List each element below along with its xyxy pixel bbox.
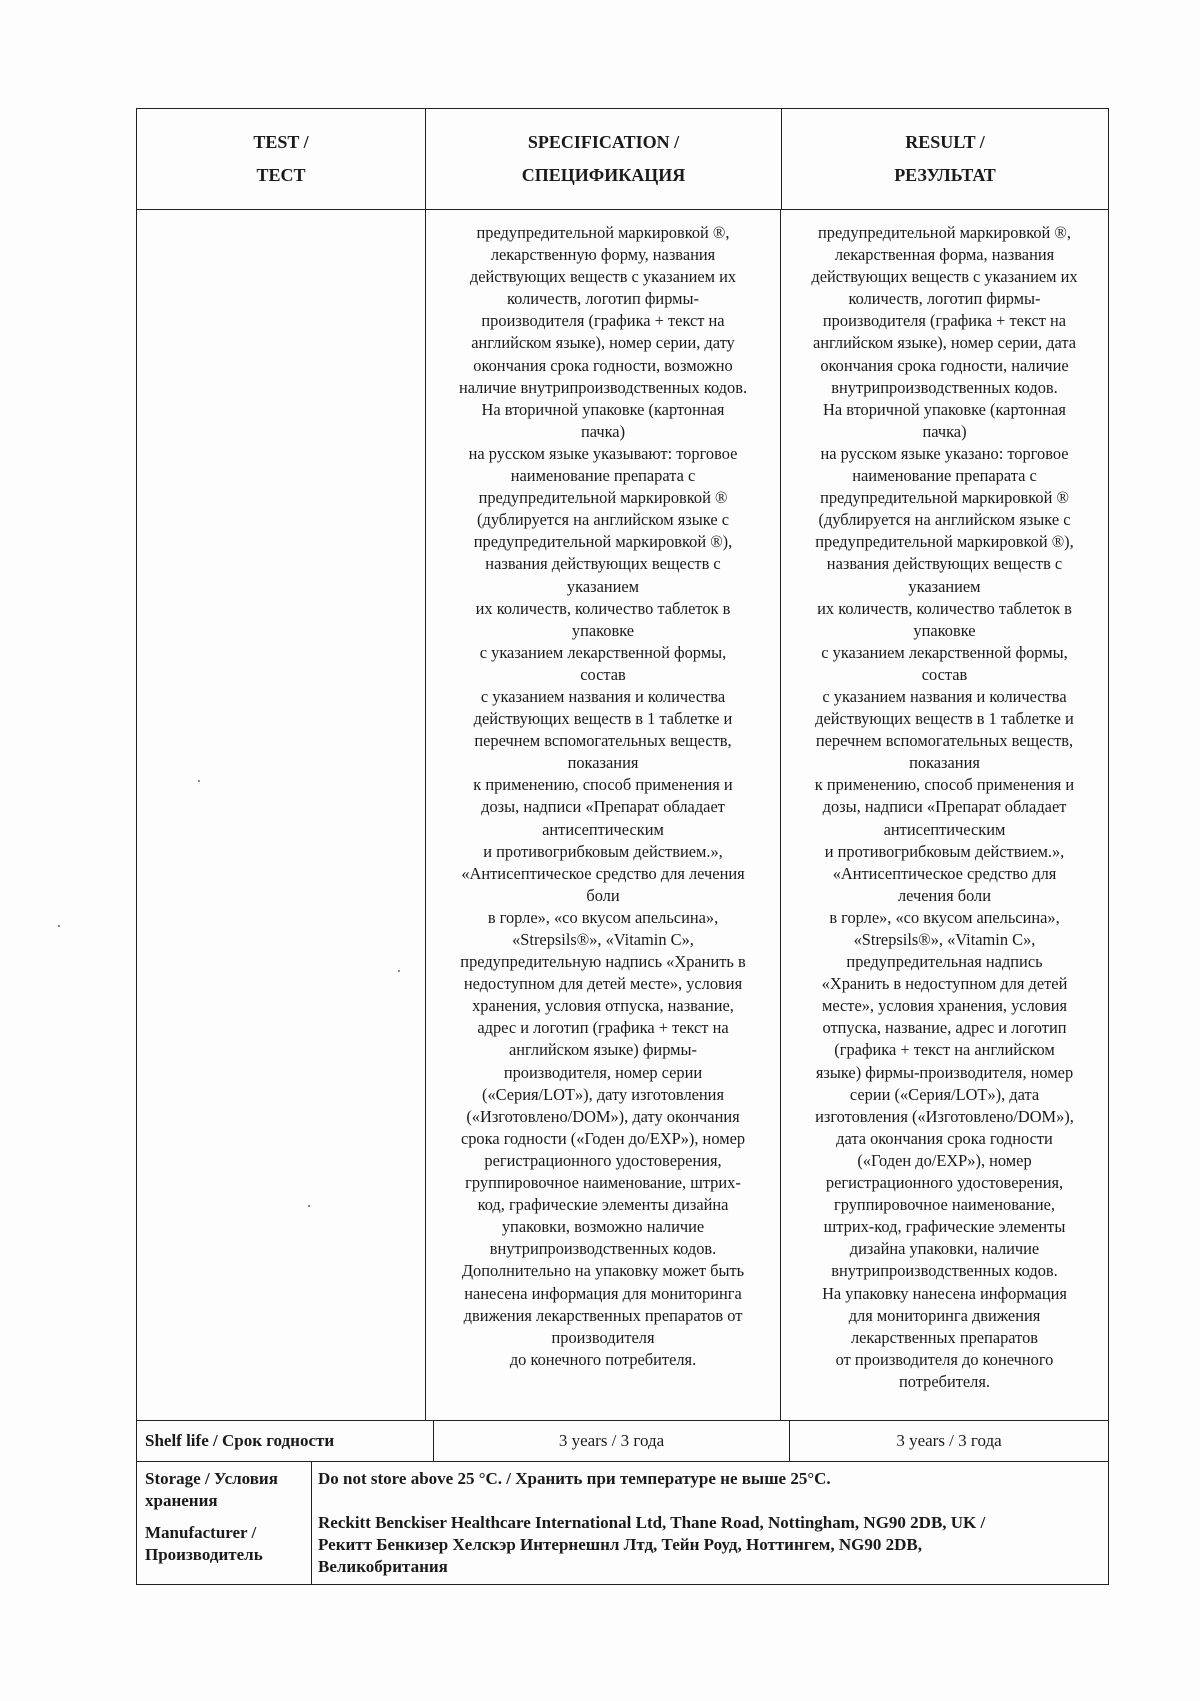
header-result-en: RESULT / xyxy=(905,132,985,152)
result-line: производителя (графика + текст на xyxy=(822,311,1067,331)
specification-line: и противогрибковым действием.», xyxy=(483,841,723,861)
specification-line: предупредительной маркировкой ®, xyxy=(476,223,730,242)
table-header xyxy=(137,109,1108,210)
result-line: отпуска, название, адрес и логотип xyxy=(822,1018,1067,1038)
specification-line: названия действующих веществ с xyxy=(485,554,721,574)
certificate-table xyxy=(136,108,1109,1585)
result-line: внутрипроизводственных кодов. xyxy=(831,377,1058,397)
specification-line: срока годности («Годен до/EXP»), номер xyxy=(460,1128,746,1148)
result-line: в горле», «со вкусом апельсина», xyxy=(829,907,1060,927)
specification-line: пачка) xyxy=(580,421,626,441)
specification-line: нанесена информация для мониторинга xyxy=(464,1283,742,1303)
result-line: указанием xyxy=(908,576,981,596)
result-cell xyxy=(780,210,1108,1420)
result-line: регистрационного удостоверения, xyxy=(825,1173,1064,1193)
result-line: состав xyxy=(921,664,968,684)
result-line: показания xyxy=(909,753,980,773)
header-specification xyxy=(425,109,781,209)
result-line: штрих-код, графические элементы xyxy=(823,1217,1066,1237)
header-test xyxy=(137,109,425,209)
result-line: (графика + текст на английском xyxy=(834,1040,1055,1060)
result-line: «Хранить в недоступном для детей xyxy=(821,974,1068,994)
specification-line: движения лекарственных препаратов от xyxy=(463,1305,743,1325)
shelf-life-row xyxy=(137,1421,1108,1462)
specification-line: указанием xyxy=(566,576,640,596)
result-line: дизайна упаковки, наличие xyxy=(849,1239,1040,1259)
header-spec-ru: СПЕЦИФИКАЦИЯ xyxy=(521,165,686,185)
result-line: На упаковку нанесена информация xyxy=(822,1283,1067,1303)
result-line: месте», условия хранения, условия xyxy=(821,996,1068,1016)
result-line: английском языке), номер серии, дата xyxy=(812,333,1077,353)
result-line: На вторичной упаковке (картонная xyxy=(823,399,1066,419)
header-test-en: TEST / xyxy=(253,132,309,152)
specification-line: с указанием лекарственной формы, xyxy=(479,642,727,662)
result-line: группировочное наименование, xyxy=(834,1195,1055,1215)
result-line: окончания срока годности, наличие xyxy=(820,355,1069,375)
specification-line: действующих веществ в 1 таблетке и xyxy=(473,709,733,729)
specification-line: производителя (графика + текст на xyxy=(481,311,725,331)
specification-line: в горле», «со вкусом апельсина», xyxy=(487,907,719,927)
result-line: на русском языке указано: торговое xyxy=(820,443,1069,463)
specification-line: «Антисептическое средство для лечения xyxy=(461,863,745,883)
manufacturer-label-1: Manufacturer / xyxy=(145,1523,257,1542)
specification-line: («Серия/LOT»), дату изготовления xyxy=(481,1084,724,1104)
result-line: лекарственных препаратов xyxy=(850,1327,1039,1347)
result-line: для мониторинга движения xyxy=(848,1305,1041,1325)
scan-speck xyxy=(58,925,60,927)
result-line: предупредительная надпись xyxy=(846,952,1043,972)
specification-line: адрес и логотип (графика + текст на xyxy=(477,1018,729,1038)
specification-line: действующих веществ с указанием их xyxy=(469,267,737,287)
specification-line: Дополнительно на упаковку может быть xyxy=(461,1261,745,1281)
specification-line: количеств, логотип фирмы- xyxy=(506,289,699,309)
manufacturer-label-2: Производитель xyxy=(145,1545,263,1564)
result-line: и противогрибковым действием.», xyxy=(824,841,1065,861)
result-line: языке) фирмы-производителя, номер xyxy=(815,1062,1074,1082)
result-line: упаковке xyxy=(913,620,976,640)
shelf-life-label: Shelf life / Срок годности xyxy=(145,1431,335,1450)
result-line: лекарственная форма, названия xyxy=(834,245,1055,265)
result-line: изготовления («Изготовлено/DOM»), xyxy=(815,1106,1074,1126)
specification-line: показания xyxy=(567,753,639,773)
specification-line: код, графические элементы дизайна xyxy=(477,1195,729,1215)
specification-line: наличие внутрипроизводственных кодов. xyxy=(458,377,748,397)
result-line: с указанием лекарственной формы, xyxy=(821,642,1068,662)
specification-line: с указанием названия и количества xyxy=(480,686,726,706)
specification-line: внутрипроизводственных кодов. xyxy=(489,1239,717,1259)
scan-speck xyxy=(398,970,400,972)
specification-line: к применению, способ применения и xyxy=(473,775,733,795)
specification-line: английском языке) фирмы- xyxy=(508,1040,697,1060)
storage-value: Do not store above 25 °C. / Хранить при температуре не выше 25°C. xyxy=(318,1469,831,1488)
result-line: («Годен до/EXP»), номер xyxy=(857,1150,1032,1170)
result-line: «Антисептическое средство для xyxy=(832,863,1057,883)
result-line: названия действующих веществ с xyxy=(826,554,1063,574)
result-line: действующих веществ с указанием их xyxy=(811,267,1078,287)
specification-line: предупредительную надпись «Хранить в xyxy=(460,952,746,972)
specification-line: упаковке xyxy=(571,620,635,640)
result-line: (дублируется на английском языке с xyxy=(818,510,1071,530)
specification-line: («Изготовлено/DOM»), дату окончания xyxy=(466,1106,740,1126)
result-line: количеств, логотип фирмы- xyxy=(848,289,1041,309)
header-spec-en: SPECIFICATION / xyxy=(527,132,680,152)
result-line: предупредительной маркировкой ® xyxy=(820,488,1069,508)
specification-line: английском языке), номер серии, дату xyxy=(471,333,735,353)
labelling-row xyxy=(137,210,1108,1421)
result-line: антисептическим xyxy=(883,819,1006,839)
result-line: «Strepsils®», «Vitamin C», xyxy=(853,930,1036,949)
specification-line: группировочное наименование, штрих- xyxy=(465,1173,741,1193)
storage-label-2: хранения xyxy=(145,1491,218,1510)
specification-line: предупредительной маркировкой ®), xyxy=(473,532,733,552)
specification-cell xyxy=(425,210,780,1420)
result-line: лечения боли xyxy=(897,885,991,905)
specification-line: хранения, условия отпуска, название, xyxy=(472,996,734,1016)
specification-line: регистрационного удостоверения, xyxy=(484,1150,722,1170)
specification-line: на русском языке указывают: торговое xyxy=(468,443,738,463)
specification-line: перечнем вспомогательных веществ, xyxy=(474,731,732,751)
specification-line: (дублируется на английском языке с xyxy=(477,510,729,530)
storage-manufacturer-labels xyxy=(137,1462,311,1584)
specification-line: производителя, номер серии xyxy=(503,1062,703,1082)
shelf-life-result: 3 years / 3 года xyxy=(789,1421,1108,1461)
specification-line: дозы, надписи «Препарат обладает xyxy=(481,797,725,817)
header-test-ru: ТЕСТ xyxy=(256,165,306,185)
specification-line: недоступном для детей месте», условия xyxy=(463,974,743,994)
specification-line: до конечного потребителя. xyxy=(509,1349,697,1369)
specification-line: лекарственную форму, названия xyxy=(490,245,716,265)
storage-manufacturer-values xyxy=(311,1462,1108,1584)
result-line: пачка) xyxy=(922,421,967,441)
manufacturer-line-1: Reckitt Benckiser Healthcare International Ltd, Thane Road, Nottingham, NG90 2DB, UK / xyxy=(318,1513,986,1532)
result-line: к применению, способ применения и xyxy=(814,775,1075,795)
result-line: перечнем вспомогательных веществ, xyxy=(815,731,1074,751)
specification-line: предупредительной маркировкой ® xyxy=(478,488,728,508)
specification-line: антисептическим xyxy=(542,819,664,839)
result-line: предупредительной маркировкой ®), xyxy=(815,532,1074,552)
specification-line: их количеств, количество таблеток в xyxy=(475,598,731,618)
specification-line: производителя xyxy=(551,1327,655,1347)
result-line: внутрипроизводственных кодов. xyxy=(831,1261,1058,1281)
result-line: дата окончания срока годности xyxy=(836,1128,1053,1148)
result-line: наименование препарата с xyxy=(852,466,1037,486)
manufacturer-line-3: Великобритания xyxy=(318,1557,448,1576)
result-line: потребителя. xyxy=(899,1371,990,1391)
result-line: с указанием названия и количества xyxy=(822,686,1067,706)
scan-speck xyxy=(198,780,200,782)
result-line: действующих веществ в 1 таблетке и xyxy=(815,709,1074,729)
specification-line: состав xyxy=(580,664,626,684)
manufacturer-line-2: Рекитт Бенкизер Хелскэр Интернешнл Лтд, Тейн Роуд, Ноттингем, NG90 2DB, xyxy=(318,1535,923,1554)
storage-label-1: Storage / Условия xyxy=(145,1469,278,1488)
result-line: их количеств, количество таблеток в xyxy=(817,598,1072,618)
specification-line: боли xyxy=(586,885,620,905)
specification-line: наименование препарата с xyxy=(510,466,696,486)
storage-manufacturer-row xyxy=(137,1462,1108,1584)
result-line: дозы, надписи «Препарат обладает xyxy=(822,797,1067,817)
header-result xyxy=(781,109,1108,209)
result-line: от производителя до конечного xyxy=(835,1349,1054,1369)
test-cell xyxy=(137,210,425,1420)
result-line: предупредительной маркировкой ®, xyxy=(818,223,1071,242)
header-result-ru: РЕЗУЛЬТАТ xyxy=(894,165,996,185)
specification-line: На вторичной упаковке (картонная xyxy=(481,399,725,419)
specification-line: упаковки, возможно наличие xyxy=(501,1217,705,1237)
scan-speck xyxy=(308,1205,310,1207)
result-line: серии («Серия/LOT»), дата xyxy=(849,1084,1040,1104)
specification-line: «Strepsils®», «Vitamin C», xyxy=(512,930,694,949)
specification-line: окончания срока годности, возможно xyxy=(473,355,733,375)
shelf-life-spec: 3 years / 3 года xyxy=(433,1421,789,1461)
